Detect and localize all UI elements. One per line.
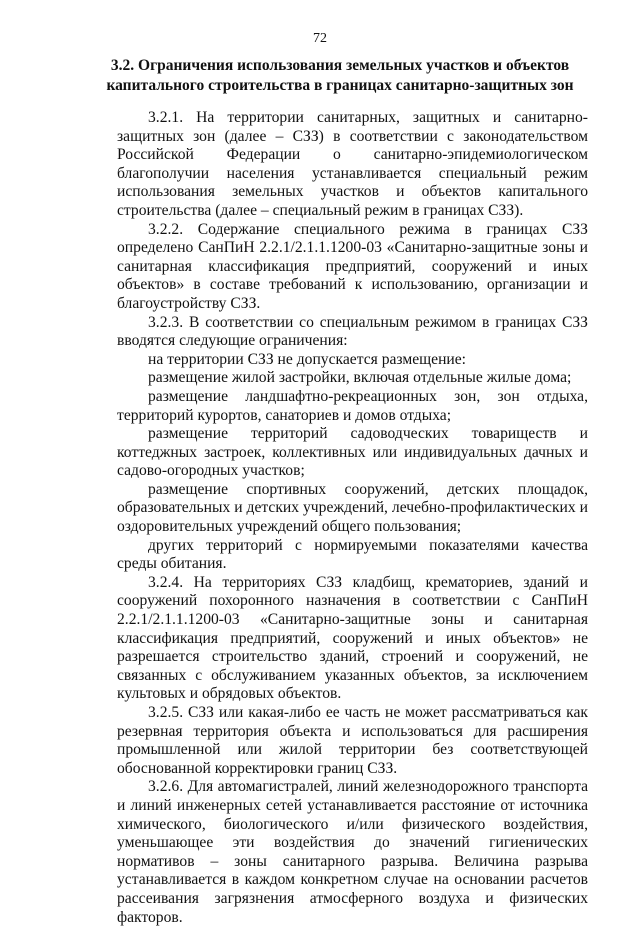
restriction-item: других территорий с нормируемыми показателями качества среды обитания. <box>117 536 588 573</box>
section-title: 3.2. Ограничения использования земельных участков и объектов капитального строительства в границах санитарно-защитных зон <box>106 57 574 94</box>
restriction-item: размещение территорий садоводческих товариществ и коттеджных застроек, коллективных или индивидуальных дачных и садово-огородных участков; <box>117 425 588 480</box>
paragraph-3-2-1: 3.2.1. На территории санитарных, защитных и санитарно-защитных зон (далее – СЗЗ) в соответствии с законодательством Российской Федерации о санитарно-эпидемиологическом благополучии населения устанавливается специальный режим использования земельных участков и объектов капитального строительства (далее – специальный режим в границах СЗЗ). <box>117 109 588 219</box>
restriction-item: размещение жилой застройки, включая отдельные жилые дома; <box>148 369 572 387</box>
restriction-intro: на территории СЗЗ не допускается размещение: <box>148 350 467 368</box>
section-body <box>117 109 588 927</box>
paragraph-3-2-5: 3.2.5. СЗЗ или какая-либо ее часть не может рассматриваться как резервная территория объекта и использоваться для расширения промышленной или жилой территории без соответствующей обоснованной корректировки границ СЗЗ. <box>117 704 588 777</box>
paragraph-3-2-3: 3.2.3. В соответствии со специальным режимом в границах СЗЗ вводятся следующие ограничения: <box>117 313 588 350</box>
restriction-item: размещение ландшафтно-рекреационных зон, зон отдыха, территорий курортов, санаториев и домов отдыха; <box>117 387 588 424</box>
page-number: 72 <box>313 31 327 46</box>
paragraph-3-2-6: 3.2.6. Для автомагистралей, линий железнодорожного транспорта и линий инженерных сетей устанавливается расстояние от источника химического, биологического и/или физического воздействия, уменьшающее эти воздействия до значений гигиенических нормативов – зоны санитарного разрыва. Величина разрыва устанавливается в каждом конкретном случае на основании расчетов рассеивания загрязнения атмосферного воздуха и физических факторов. <box>117 778 588 926</box>
paragraph-3-2-4: 3.2.4. На территориях СЗЗ кладбищ, крематориев, зданий и сооружений похоронного назначения в соответствии с СанПиН 2.2.1/2.1.1.1200-03 «Санитарно-защитные зоны и санитарная классификация предприятий, сооружений и иных объектов» не разрешается строительство зданий, строений и сооружений, не связанных с обслуживанием указанных объектов, за исключением культовых и обрядовых объектов. <box>117 573 588 703</box>
restriction-item: размещение спортивных сооружений, детских площадок, образовательных и детских учреждений, лечебно-профилактических и оздоровительных учреждений общего пользования; <box>117 480 588 536</box>
paragraph-3-2-2: 3.2.2. Содержание специального режима в границах СЗЗ определено СанПиН 2.2.1/2.1.1.1200-03 «Санитарно-защитные зоны и санитарная классификация предприятий, сооружений и иных объектов» в составе требований к использованию, организации и благоустройству СЗЗ. <box>117 220 588 312</box>
